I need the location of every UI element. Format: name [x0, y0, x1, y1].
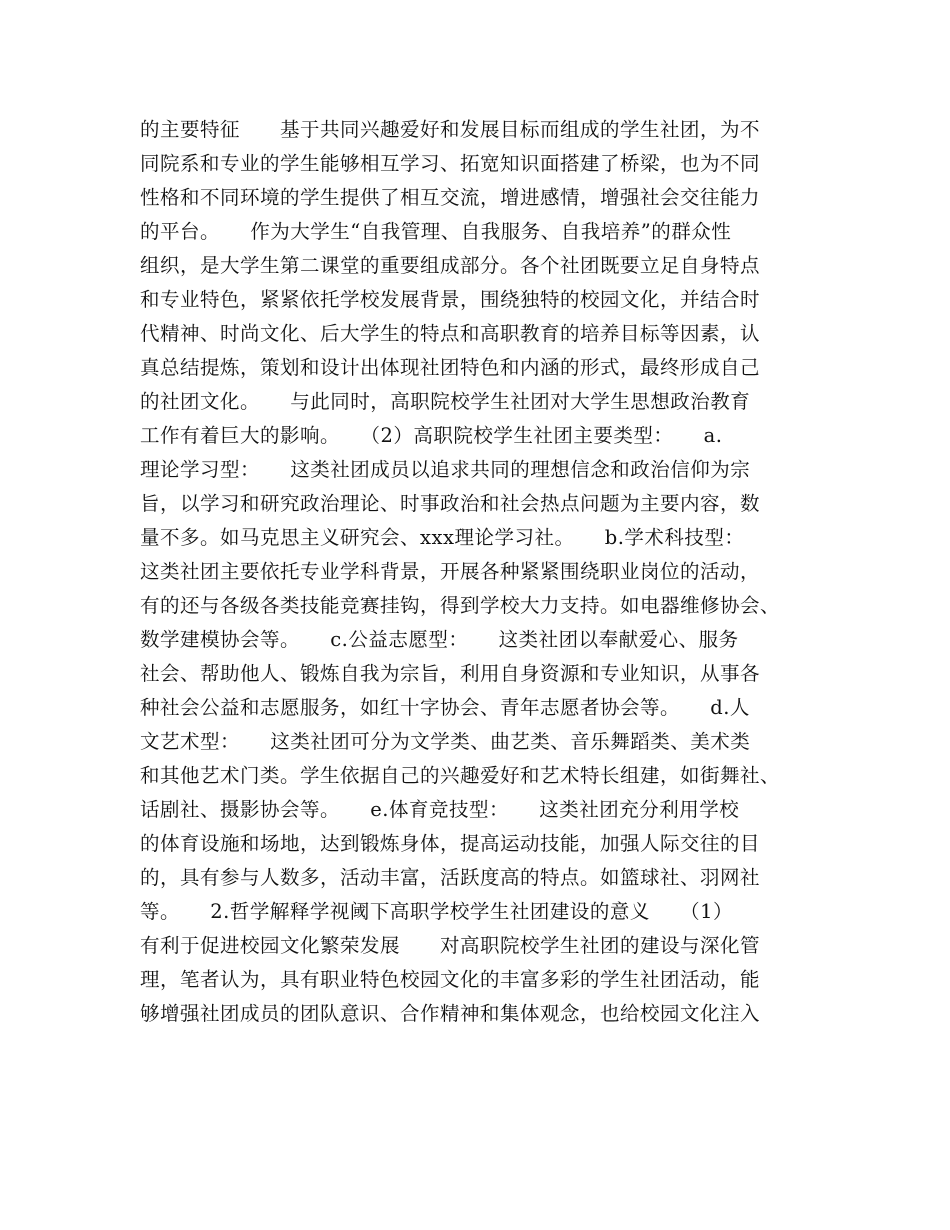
text-line: 理论学习型： 这类社团成员以追求共同的理想信念和政治信仰为宗: [140, 458, 751, 481]
text-line: 的，具有参与人数多，活动丰富，活跃度高的特点。如篮球社、羽网社: [140, 866, 761, 889]
text-line: 性格和不同环境的学生提供了相互交流，增进感情，增强社会交往能力: [140, 186, 761, 209]
text-line: 这类社团主要依托专业学科背景，开展各种紧紧围绕职业岗位的活动，: [140, 560, 761, 583]
text-line: 种社会公益和志愿服务，如红十字协会、青年志愿者协会等。 d.人: [140, 696, 750, 719]
text-line: 和专业特色，紧紧依托学校发展背景，围绕独特的校园文化，并结合时: [140, 288, 761, 311]
text-line: 社会、帮助他人、锻炼自我为宗旨，利用自身资源和专业知识，从事各: [140, 662, 761, 685]
text-line: 有利于促进校园文化繁荣发展 对高职院校学生社团的建设与深化管: [140, 934, 761, 957]
body-text: [140, 113, 830, 1031]
text-line: 够增强社团成员的团队意识、合作精神和集体观念，也给校园文化注入: [140, 1002, 761, 1025]
text-line: 理，笔者认为，具有职业特色校园文化的丰富多彩的学生社团活动，能: [140, 968, 761, 991]
text-line: 组织，是大学生第二课堂的重要组成部分。各个社团既要立足自身特点: [140, 254, 761, 277]
text-line: 等。 2.哲学解释学视阈下高职学校学生社团建设的意义 （1）: [140, 900, 734, 923]
text-line: 工作有着巨大的影响。 （2）高职院校学生社团主要类型： a.: [140, 424, 723, 447]
text-line: 量不多。如马克思主义研究会、xxx理论学习社。 b.学术科技型：: [140, 526, 745, 549]
text-line: 的社团文化。 与此同时，高职院校学生社团对大学生思想政治教育: [140, 390, 751, 413]
text-line: 数学建模协会等。 c.公益志愿型： 这类社团以奉献爱心、服务: [140, 628, 739, 651]
text-line: 有的还与各级各类技能竞赛挂钩，得到学校大力支持。如电器维修协会、: [140, 594, 781, 617]
text-line: 旨，以学习和研究政治理论、时事政治和社会热点问题为主要内容，数: [140, 492, 761, 515]
text-line: 和其他艺术门类。学生依据自己的兴趣爱好和艺术特长组建，如街舞社、: [140, 764, 781, 787]
text-line: 真总结提炼，策划和设计出体现社团特色和内涵的形式，最终形成自己: [140, 356, 761, 379]
text-line: 的主要特征 基于共同兴趣爱好和发展目标而组成的学生社团，为不: [140, 118, 761, 141]
text-line: 的平台。 作为大学生“自我管理、自我服务、自我培养”的群众性: [140, 220, 732, 243]
text-line: 文艺术型： 这类社团可分为文学类、曲艺类、音乐舞蹈类、美术类: [140, 730, 751, 753]
text-line: 代精神、时尚文化、后大学生的特点和高职教育的培养目标等因素，认: [140, 322, 761, 345]
text-line: 同院系和专业的学生能够相互学习、拓宽知识面搭建了桥梁，也为不同: [140, 152, 761, 175]
text-line: 的体育设施和场地，达到锻炼身体，提高运动技能，加强人际交往的目: [140, 832, 761, 855]
text-line: 话剧社、摄影协会等。 e.体育竞技型： 这类社团充分利用学校: [140, 798, 740, 821]
